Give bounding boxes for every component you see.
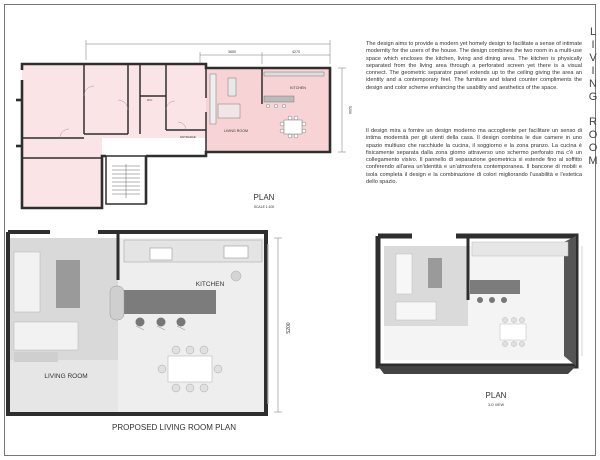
- room-label-kitchen: KITCHEN: [195, 281, 225, 288]
- sheet-title-letter: O: [588, 129, 598, 141]
- room-label-kitchen: KITCHEN: [290, 86, 306, 90]
- media-unit: [56, 260, 80, 308]
- sheet-title-letter: V: [589, 52, 597, 64]
- sheet-title-letter: R: [589, 116, 597, 128]
- dim-label: 3650: [228, 50, 236, 54]
- floor-plan-overall: [16, 40, 352, 209]
- sheet-title-letter: L: [589, 26, 597, 38]
- dim-label: 5200: [286, 322, 292, 334]
- sofa-l: [14, 322, 78, 350]
- flat-fill-lower: [22, 138, 102, 208]
- dimension-lines: [274, 238, 282, 412]
- plan1-scale: SCALE 1:100: [253, 205, 275, 209]
- dim-label: 4270: [292, 50, 300, 54]
- sheet-title-letter: N: [589, 78, 597, 90]
- description-italian: Il design mira a fornire un design moderno ma accogliente per facilitare un senso di intima modernità per gli utenti della casa. Il design combina le due camere in uno spazio multiuso che racchiude la cucina, il soggiorno e la zona pranzo. La cucina è fisicamente separata dalla zona giorno attraverso uno schermo perforato ma c'è un collegamento visivo. Il pannello di separazione geometrica si estende fino al soffitto conferendo all'area un'identità e un'atmosfera contemporanea. Il bancone di mobili e isola completa il design e la combinazione di colori migliorando l'usabilità e l'estetica dello spazio.: [366, 128, 582, 186]
- kitchen-island: [470, 280, 520, 294]
- flat-fill: [22, 64, 206, 138]
- plan3-subtitle: 3-D VIEW: [488, 403, 504, 407]
- room-label-living: LIVING ROOM: [44, 373, 88, 380]
- room-label-living: LIVING ROOM: [224, 129, 248, 133]
- sheet-title-letter: O: [588, 142, 598, 154]
- floor-plan-proposed: [8, 232, 292, 432]
- plan1-title: PLAN: [253, 193, 275, 202]
- sheet-title-letter: I: [591, 39, 595, 51]
- sofa: [14, 252, 40, 312]
- plan3-title: PLAN: [485, 391, 507, 400]
- plan2-caption: PROPOSED LIVING ROOM PLAN: [111, 423, 237, 432]
- floor-plan-3d: [378, 236, 582, 407]
- sheet-title-letter: M: [588, 155, 598, 167]
- room-label-wc: W.C.: [146, 98, 154, 102]
- stair-core: [106, 156, 146, 204]
- dim-label: 5200: [348, 106, 352, 114]
- kitchen-island: [124, 290, 216, 314]
- sheet-title: [586, 26, 600, 168]
- sheet-title-letter: I: [591, 65, 595, 77]
- sheet-title-letter: G: [588, 91, 598, 103]
- sheet-title-letters: [586, 26, 600, 168]
- room-label-entrance: ENTRANCE: [180, 135, 196, 139]
- description-english: The design aims to provide a modern yet homely design to facilitate a sense of intimate modernity for the users of the house. The design combines the two room in a multi-use space which encloses the kitchen, living and dining area. The kitchen is physically separated from the living area through a perforated screen yet there is a visual connect. The geometric separator panel extends up to the ceiling giving the area an identity and a contemporary feel. The furniture and island counter compliments the design and color scheme enhancing the usability and aesthetics of the space.: [366, 41, 582, 91]
